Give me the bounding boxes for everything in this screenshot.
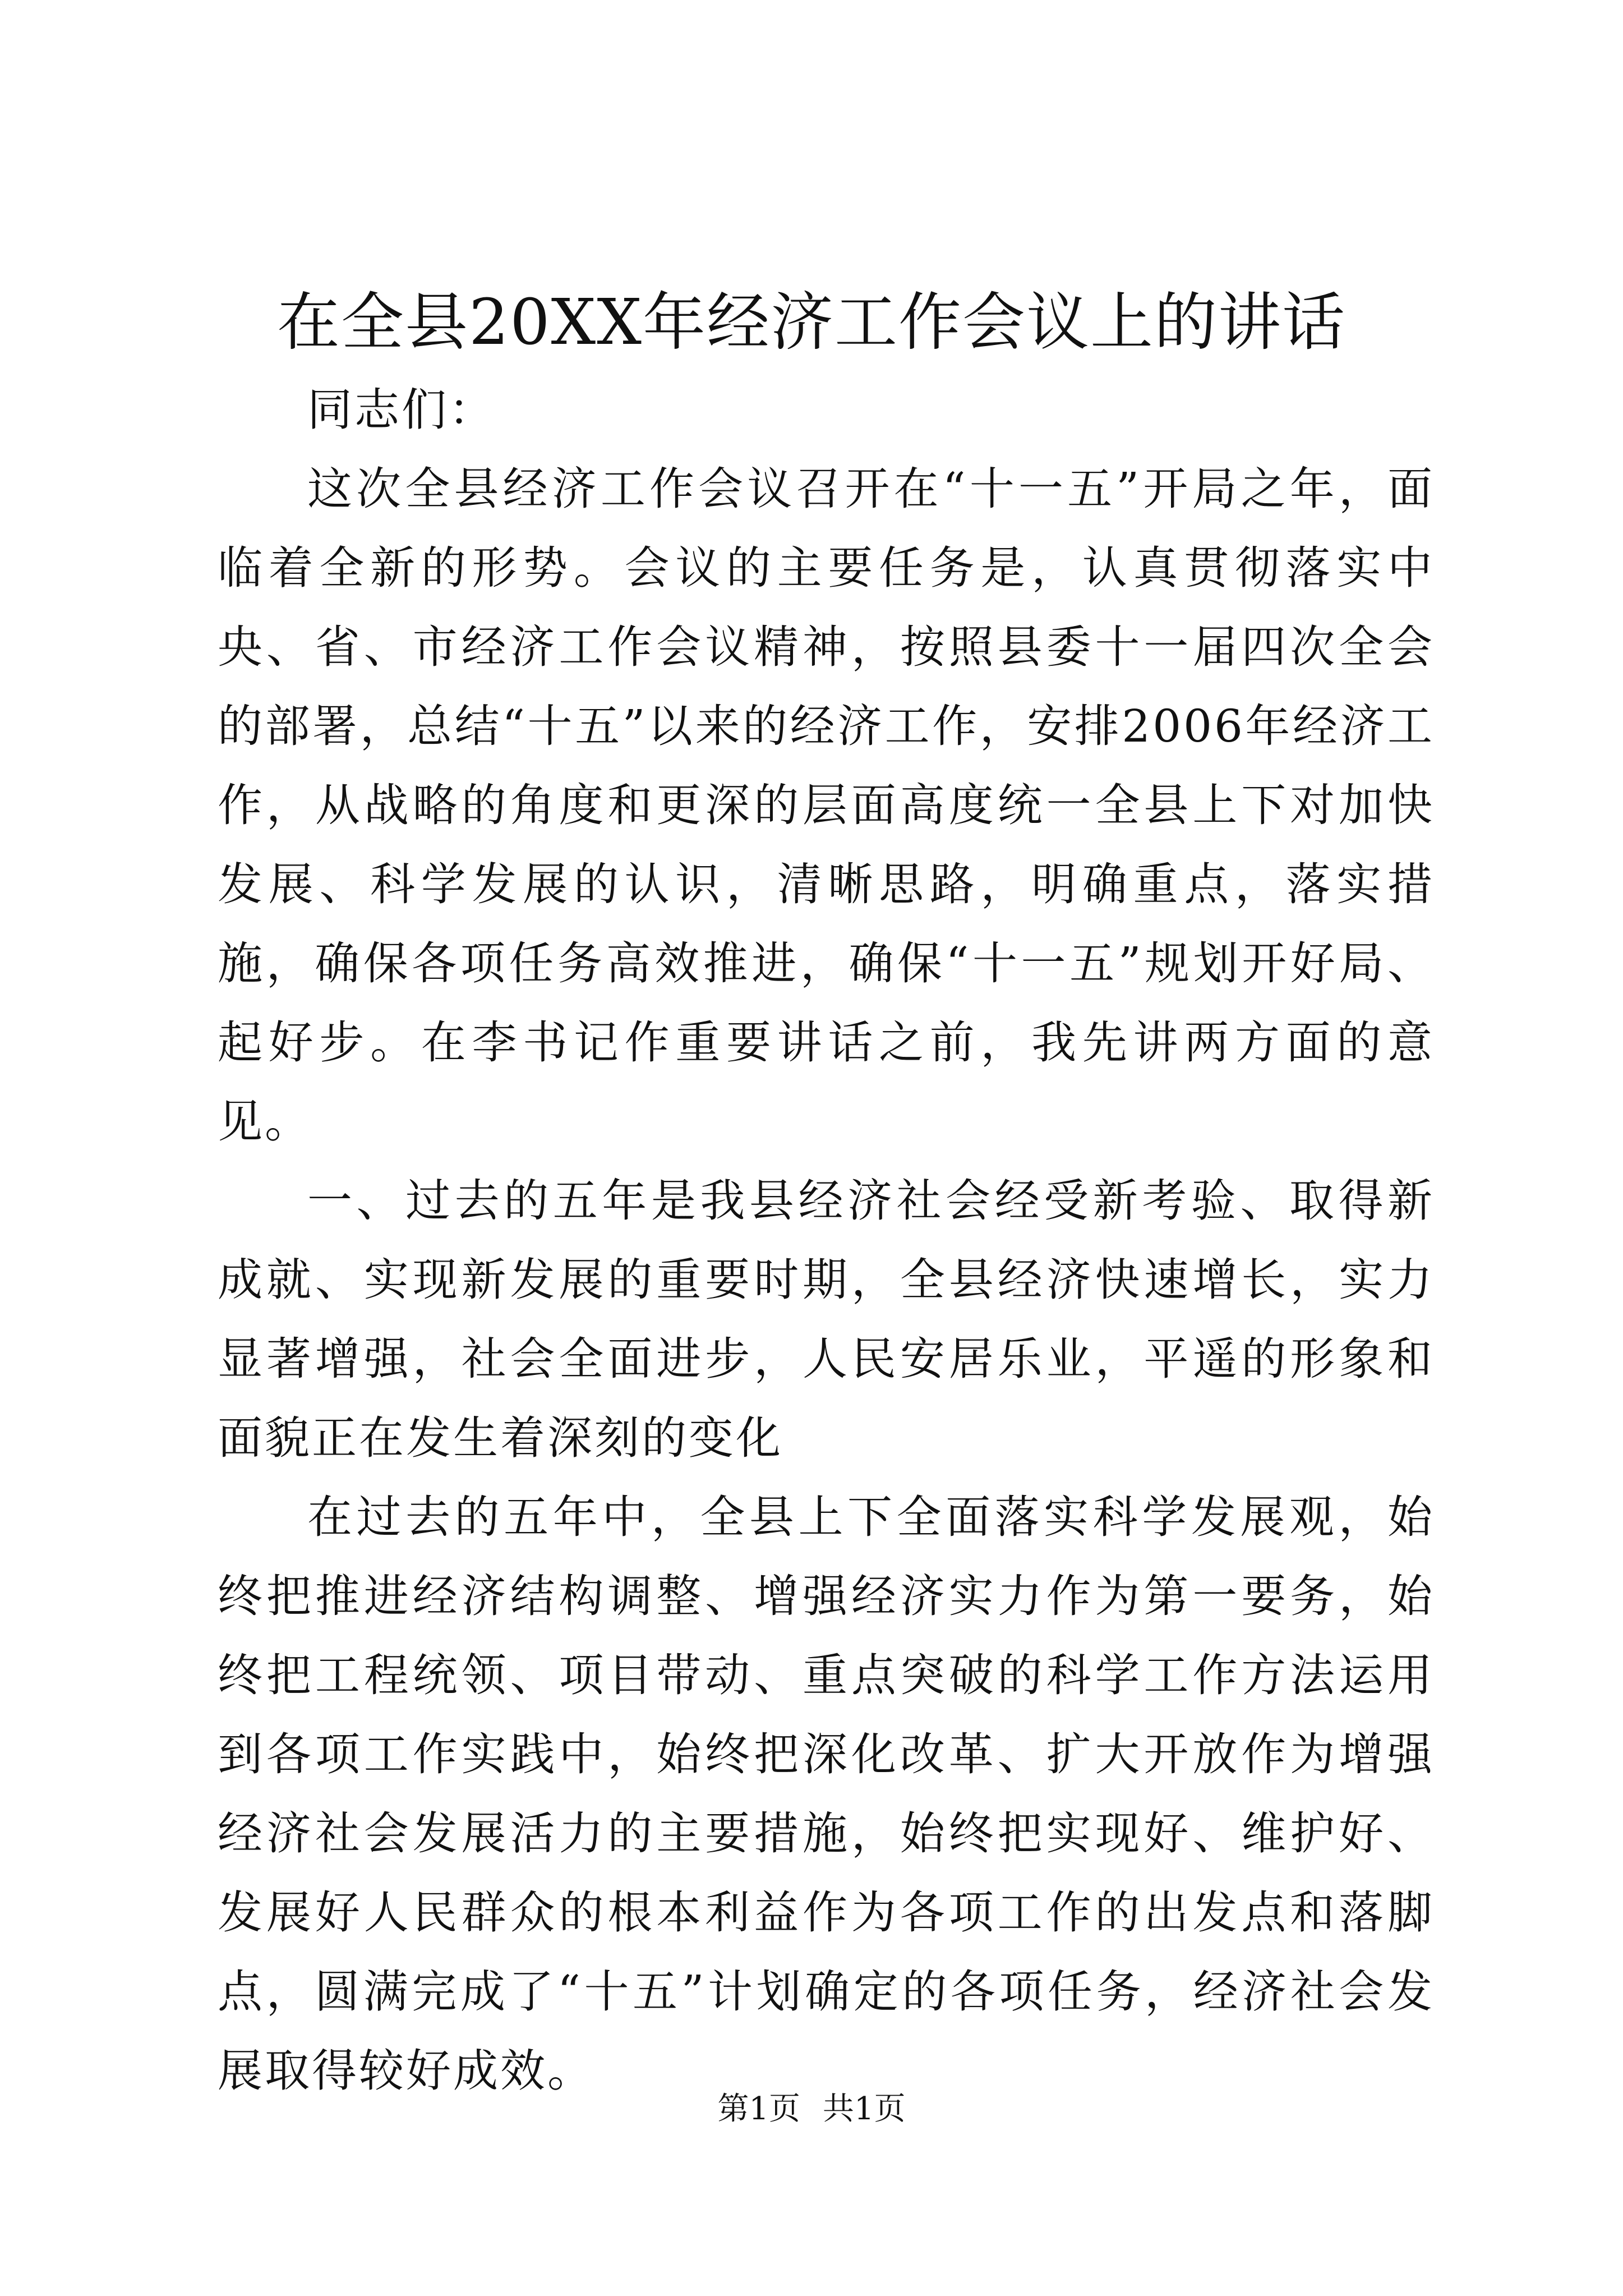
page-number-current: 第1页	[717, 2091, 800, 2127]
salutation: 同志们：	[307, 384, 496, 436]
page-footer	[0, 2087, 1623, 2132]
paragraph-1: 这次全县经济工作会议召开在“十一五”开局之年，面临着全新的形势。会议的主要任务是，认真贯彻落实中央、省、市经济工作会议精神，按照县委十一届四次全会的部署，总结“十五”以来的经济工作，安排2006年经济工作，从战略的角度和更深的层面高度统一全县上下对加快发展、科学发展的认识，清晰思路，明确重点，落实措施，确保各项任务高效推进，确保“十一五”规划开好局、起好步。在李书记作重要讲话之前，我先讲两方面的意见。	[218, 463, 1435, 1148]
paragraph-3: 在过去的五年中，全县上下全面落实科学发展观，始终把推进经济结构调整、增强经济实力作为第一要务，始终把工程统领、项目带动、重点突破的科学工作方法运用到各项工作实践中，始终把深化改革、扩大开放作为增强经济社会发展活力的主要措施，始终把实现好、维护好、发展好人民群众的根本利益作为各项工作的出发点和落脚点，圆满完成了“十五”计划确定的各项任务，经济社会发展取得较好成效。	[218, 1491, 1435, 2097]
page-number-total: 共1页	[823, 2091, 906, 2127]
document-body	[218, 370, 1435, 2110]
document-title: 在全县20XX年经济工作会议上的讲话	[277, 286, 1346, 359]
paragraph-2: 一、过去的五年是我县经济社会经受新考验、取得新成就、实现新发展的重要时期，全县经济快速增长，实力显著增强，社会全面进步，人民安居乐业，平遥的形象和面貌正在发生着深刻的变化	[218, 1175, 1435, 1464]
